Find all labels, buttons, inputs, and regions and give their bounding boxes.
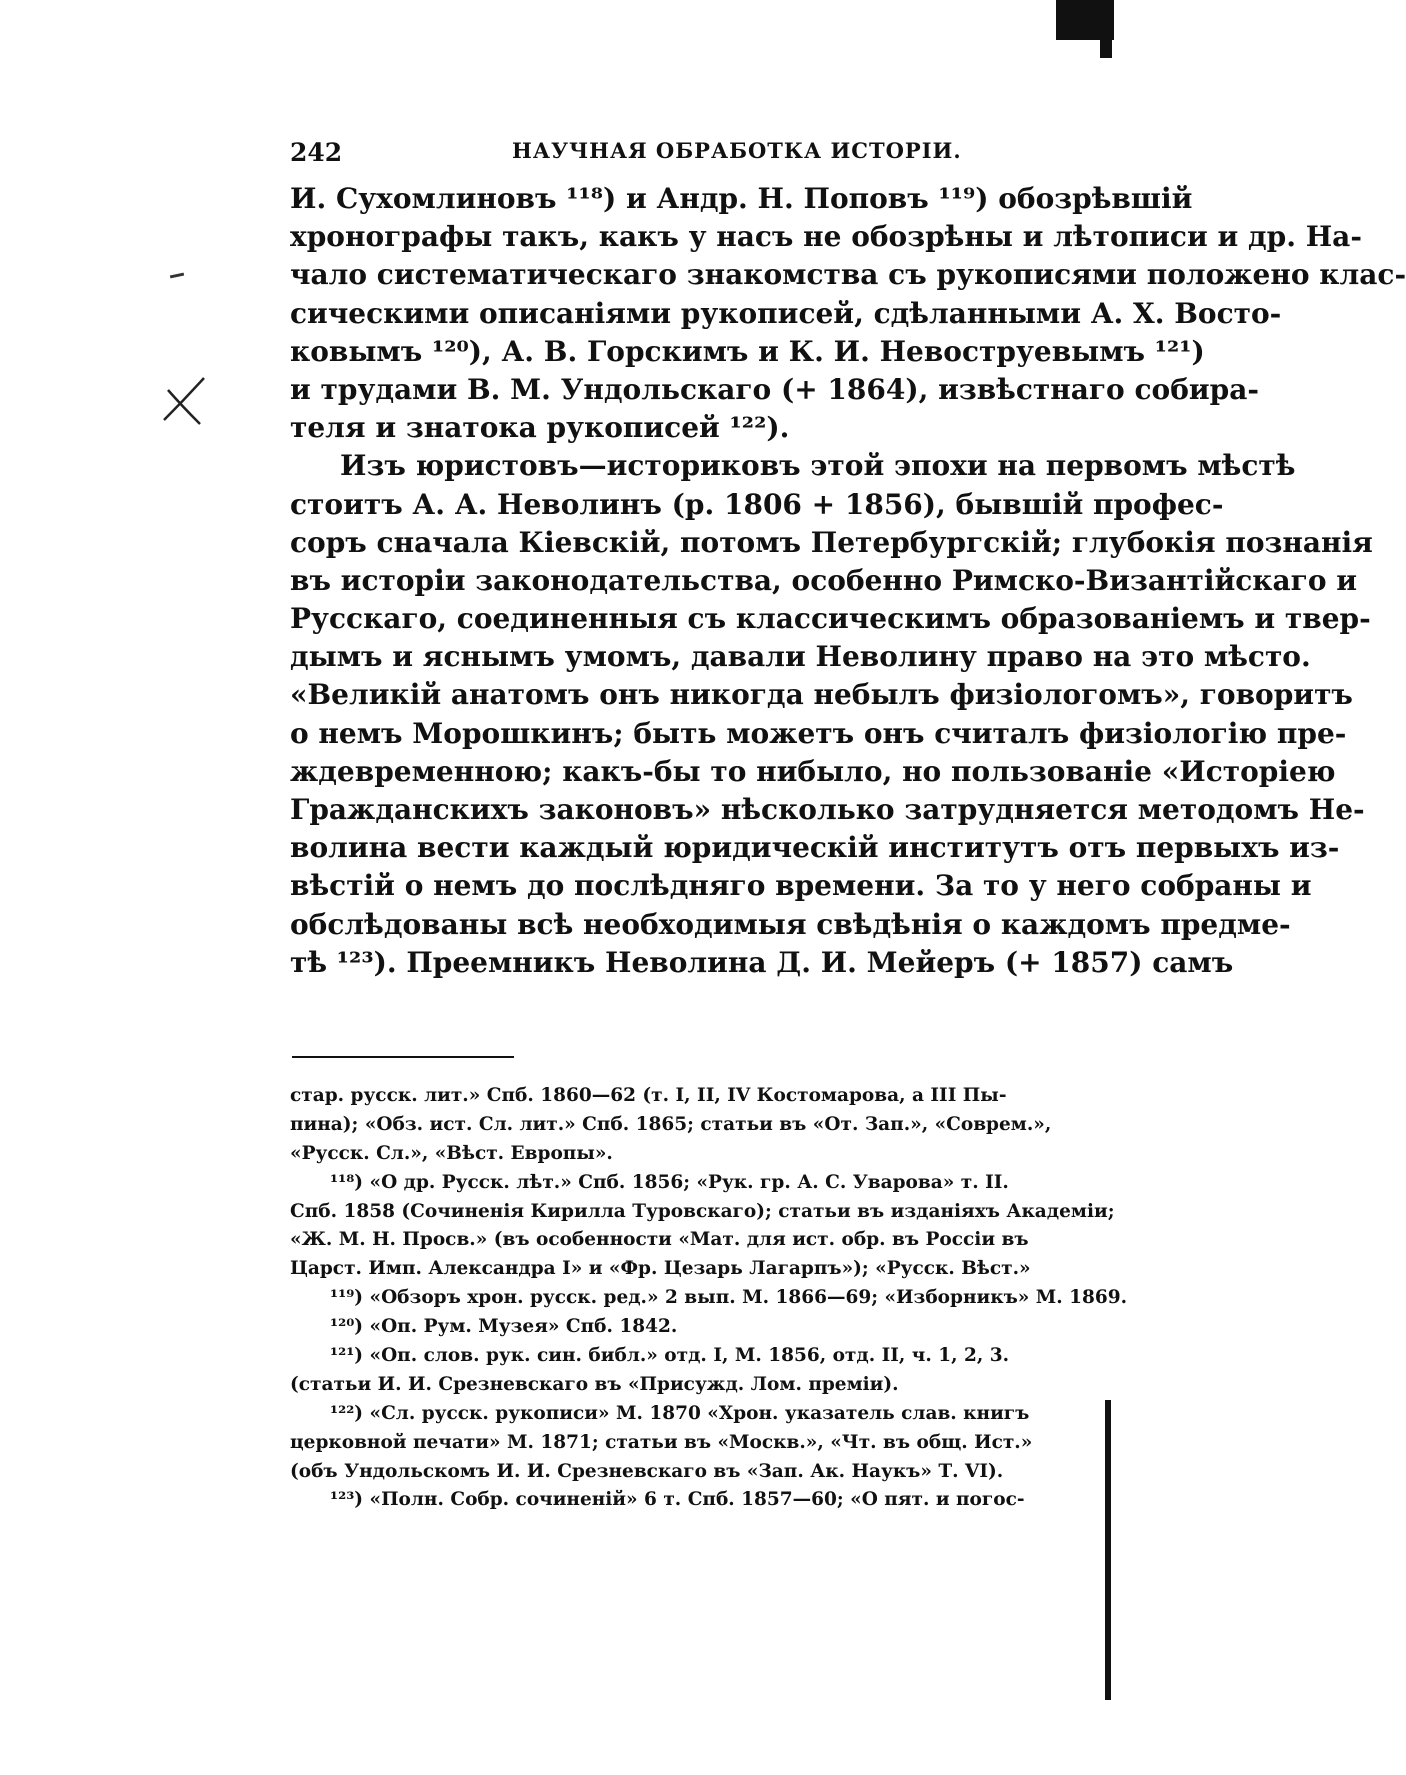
text-line: волина вести каждый юридическій институтъ отъ первыхъ из- bbox=[290, 831, 1340, 865]
text-line: и трудами В. М. Ундольскаго (+ 1864), извѣстнаго собира- bbox=[290, 372, 1259, 406]
text-line: соръ сначала Кіевскій, потомъ Петербургскій; глубокія познанія bbox=[290, 525, 1373, 559]
text-line: вѣстій о немъ до послѣдняго времени. За то у него собраны и bbox=[290, 869, 1312, 903]
text-line: И. Сухомлиновъ ¹¹⁸) и Андр. Н. Поповъ ¹¹⁹) обозрѣвшій bbox=[290, 182, 1193, 215]
text-line: ждевременною; какъ-бы то нибыло, но пользованіе «Исторіею bbox=[290, 754, 1336, 788]
footnote-line: пина); «Обз. ист. Сл. лит.» Спб. 1865; статьи въ «От. Зап.», «Соврем.», bbox=[290, 1113, 1052, 1135]
text-line: дымъ и яснымъ умомъ, давали Неволину право на это мѣсто. bbox=[290, 640, 1311, 674]
pencil-mark bbox=[170, 273, 184, 279]
text-line: ковымъ ¹²⁰), А. В. Горскимъ и К. И. Невоструевымъ ¹²¹) bbox=[290, 334, 1205, 368]
running-title: НАУЧНАЯ ОБРАБОТКА ИСТОРІИ. bbox=[512, 138, 962, 163]
text-line: теля и знатока рукописей ¹²²). bbox=[290, 411, 790, 445]
footnote-divider bbox=[292, 1056, 514, 1058]
footnote-line: ¹²⁰) «Оп. Рум. Музея» Спб. 1842. bbox=[330, 1316, 678, 1338]
page-number: 242 bbox=[290, 138, 343, 167]
scan-artifact bbox=[1105, 1400, 1111, 1700]
text-line: въ исторіи законодательства, особенно Римско-Византійскаго и bbox=[290, 563, 1358, 597]
footnote-line: ¹¹⁸) «О др. Русск. лѣт.» Спб. 1856; «Рук. гр. А. С. Уварова» т. II. bbox=[330, 1171, 1009, 1193]
footnote-line: ¹²¹) «Оп. слов. рук. син. библ.» отд. I, М. 1856, отд. II, ч. 1, 2, 3. bbox=[330, 1345, 1010, 1367]
footnote-line: «Русск. Сл.», «Вѣст. Европы». bbox=[290, 1142, 613, 1164]
text-line: «Великій анатомъ онъ никогда небылъ физіологомъ», говоритъ bbox=[290, 678, 1353, 712]
footnote-line: «Ж. М. Н. Просв.» (въ особенности «Мат. для ист. обр. въ Россіи въ bbox=[290, 1229, 1029, 1251]
footnote-line: (статьи И. И. Срезневскаго въ «Присужд. Лом. преміи). bbox=[290, 1373, 899, 1395]
text-line: о немъ Морошкинъ; быть можетъ онъ считалъ физіологію пре- bbox=[290, 716, 1347, 750]
scan-artifact bbox=[1103, 48, 1107, 52]
text-line: стоитъ А. А. Неволинъ (р. 1806 + 1856), бывшій профес- bbox=[290, 487, 1224, 521]
footnote-line: ¹¹⁹) «Обзоръ хрон. русск. ред.» 2 вып. М. 1866—69; «Изборникъ» М. 1869. bbox=[330, 1287, 1128, 1309]
text-line: обслѣдованы всѣ необходимыя свѣдѣнія о каждомъ предме- bbox=[290, 907, 1291, 941]
footnote-line: ¹²³) «Полн. Собр. сочиненій» 6 т. Спб. 1857—60; «О пят. и погос- bbox=[330, 1489, 1025, 1511]
footnote-line: ¹²²) «Сл. русск. рукописи» М. 1870 «Хрон. указатель слав. книгъ bbox=[330, 1402, 1030, 1424]
footnote-line: стар. русск. лит.» Спб. 1860—62 (т. I, II, IV Костомарова, а III Пы- bbox=[290, 1085, 1007, 1106]
text-line: Гражданскихъ законовъ» нѣсколько затрудняется методомъ Не- bbox=[290, 793, 1365, 826]
footnote-line: церковной печати» М. 1871; статьи въ «Москв.», «Чт. въ общ. Ист.» bbox=[290, 1431, 1033, 1453]
text-line: хронографы такъ, какъ у насъ не обозрѣны и лѣтописи и др. На- bbox=[290, 220, 1362, 254]
footnote-line: Царст. Имп. Александра I» и «Фр. Цезарь Лагарпъ»); «Русск. Вѣст.» bbox=[290, 1258, 1031, 1280]
text-line: сическими описаніями рукописей, сдѣланными А. Х. Восто- bbox=[290, 296, 1282, 330]
footnote-line: (объ Ундольскомъ И. И. Срезневскаго въ «Зап. Ак. Наукъ» Т. VI). bbox=[290, 1460, 1004, 1482]
handwritten-x-mark bbox=[160, 376, 212, 432]
text-line: Русскаго, соединенныя съ классическимъ образованіемъ и твер- bbox=[290, 602, 1371, 636]
page-header bbox=[290, 138, 1090, 168]
text-line: чало систематическаго знакомства съ рукописями положено клас- bbox=[290, 258, 1406, 292]
text-line: Изъ юристовъ—историковъ этой эпохи на первомъ мѣстѣ bbox=[340, 449, 1296, 483]
main-text bbox=[290, 180, 1406, 982]
footnote-line: Спб. 1858 (Сочиненія Кирилла Туровскаго); статьи въ изданіяхъ Академіи; bbox=[290, 1200, 1115, 1222]
footnotes bbox=[290, 1082, 1128, 1515]
text-line: тѣ ¹²³). Преемникъ Неволина Д. И. Мейеръ (+ 1857) самъ bbox=[290, 945, 1234, 979]
